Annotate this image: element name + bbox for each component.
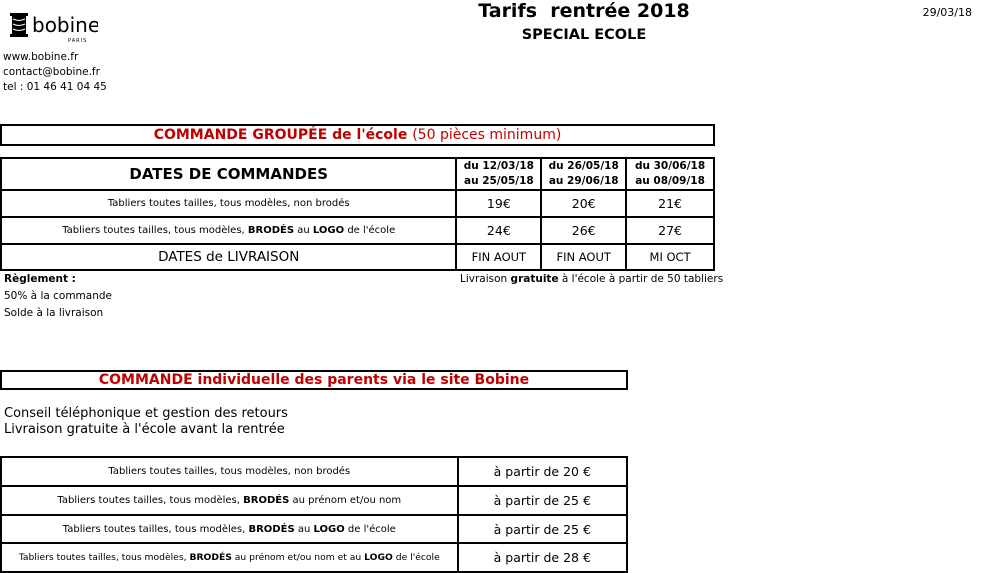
price-cell: 27€ xyxy=(626,217,714,244)
product-label: Tabliers toutes tailles, tous modèles, BRODÉS au LOGO de l'école xyxy=(1,217,456,244)
payment-title: Règlement : xyxy=(4,273,76,285)
group-order-table xyxy=(0,157,715,271)
price-cell: à partir de 25 € xyxy=(458,486,627,515)
payment-line: 50% à la commande xyxy=(4,290,113,302)
table-row xyxy=(1,486,627,515)
individual-order-banner: COMMANDE individuelle des parents via le site Bobine xyxy=(0,370,628,390)
free-delivery-note: Livraison gratuite à l'école à partir de 50 tabliers xyxy=(460,273,724,285)
individual-info: Conseil téléphonique et gestion des retours xyxy=(4,406,288,421)
price-cell: 21€ xyxy=(626,190,714,217)
price-cell: à partir de 28 € xyxy=(458,543,627,572)
individual-info: Livraison gratuite à l'école avant la rentrée xyxy=(4,422,285,437)
price-cell: 26€ xyxy=(541,217,626,244)
table-row xyxy=(1,244,714,270)
period-header: du 12/03/18 au 25/05/18 xyxy=(456,158,541,190)
phone-text: tel : 01 46 41 04 45 xyxy=(3,81,107,93)
individual-order-table xyxy=(0,456,628,573)
table-row xyxy=(1,158,714,190)
price-cell: à partir de 20 € xyxy=(458,457,627,486)
product-label: Tabliers toutes tailles, tous modèles, non brodés xyxy=(1,457,458,486)
delivery-cell: FIN AOUT xyxy=(456,244,541,270)
email-link[interactable]: contact@bobine.fr xyxy=(3,66,100,78)
table-row xyxy=(1,457,627,486)
product-label: Tabliers toutes tailles, tous modèles, non brodés xyxy=(1,190,456,217)
website-link[interactable]: www.bobine.fr xyxy=(3,51,79,63)
spool-icon xyxy=(8,10,98,48)
price-cell: 24€ xyxy=(456,217,541,244)
brand-sub: PARIS xyxy=(68,38,88,44)
document-date: 29/03/18 xyxy=(922,6,972,19)
delivery-cell: FIN AOUT xyxy=(541,244,626,270)
brand-name: bobine xyxy=(32,13,98,37)
price-cell: 19€ xyxy=(456,190,541,217)
product-label: Tabliers toutes tailles, tous modèles, BRODÉS au prénom et/ou nom et au LOGO de l'école xyxy=(1,543,458,572)
payment-line: Solde à la livraison xyxy=(4,307,104,319)
period-header: du 30/06/18 au 08/09/18 xyxy=(626,158,714,190)
period-header: du 26/05/18 au 29/06/18 xyxy=(541,158,626,190)
order-dates-header: DATES DE COMMANDES xyxy=(1,158,456,190)
table-row xyxy=(1,217,714,244)
group-order-minimum: (50 pièces minimum) xyxy=(412,127,562,143)
group-order-title: COMMANDE GROUPÉE de l'école xyxy=(153,127,408,143)
delivery-cell: MI OCT xyxy=(626,244,714,270)
table-row xyxy=(1,543,627,572)
brand-logo xyxy=(8,10,98,48)
price-cell: à partir de 25 € xyxy=(458,515,627,543)
table-row xyxy=(1,515,627,543)
table-row xyxy=(1,190,714,217)
product-label: Tabliers toutes tailles, tous modèles, BRODÉS au LOGO de l'école xyxy=(1,515,458,543)
page-subtitle: SPECIAL ECOLE xyxy=(521,27,647,43)
page-title: Tarifs rentrée 2018 xyxy=(478,0,690,22)
group-order-banner xyxy=(0,124,715,146)
delivery-dates-label: DATES de LIVRAISON xyxy=(1,244,456,270)
price-cell: 20€ xyxy=(541,190,626,217)
product-label: Tabliers toutes tailles, tous modèles, BRODÉS au prénom et/ou nom xyxy=(1,486,458,515)
